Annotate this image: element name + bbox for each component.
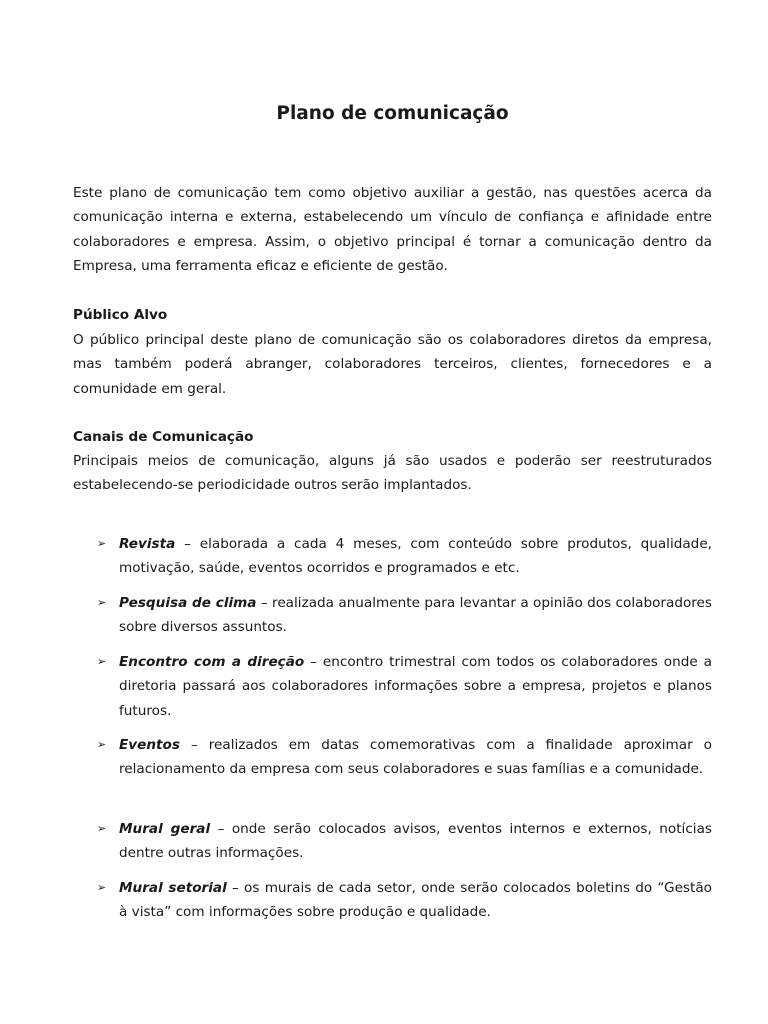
arrow-bullet-icon: ➢	[97, 881, 107, 894]
section-heading-publico-alvo: Público Alvo	[73, 307, 168, 323]
channel-term: Eventos	[119, 737, 180, 753]
channel-term: Revista	[119, 536, 176, 552]
channel-term: Pesquisa de clima	[119, 595, 257, 611]
section-body-canais: Principais meios de comunicação, alguns já são usados e poderão ser reestruturados estabelecendo-se periodicidade outros serão implantados.	[73, 453, 712, 494]
arrow-bullet-icon: ➢	[97, 596, 107, 609]
channel-description: – encontro trimestral com todos os colaboradores onde a diretoria passará aos colaboradores informações sobre a empresa, projetos e planos futuros.	[119, 654, 712, 719]
channel-term: Encontro com a direção	[119, 654, 305, 670]
channel-term: Mural setorial	[119, 880, 227, 896]
channel-description: – os murais de cada setor, onde serão colocados boletins do “Gestão à vista” com informações sobre produção e qualidade.	[119, 880, 712, 921]
channel-term: Mural geral	[119, 821, 211, 837]
channel-description: – onde serão colocados avisos, eventos internos e externos, notícias dentre outras informações.	[119, 821, 712, 862]
channel-text	[119, 733, 712, 782]
channel-text	[119, 532, 712, 581]
channel-description: – realizada anualmente para levantar a opinião dos colaboradores sobre diversos assuntos.	[119, 595, 712, 636]
arrow-bullet-icon: ➢	[97, 738, 107, 751]
channel-text	[119, 817, 712, 866]
channel-description: – elaborada a cada 4 meses, com conteúdo sobre produtos, qualidade, motivação, saúde, eventos ocorridos e programados e etc.	[119, 536, 712, 577]
channel-text	[119, 876, 712, 925]
intro-paragraph: Este plano de comunicação tem como objetivo auxiliar a gestão, nas questões acerca da comunicação interna e externa, estabelecendo um vínculo de confiança e afinidade entre colaboradores e empresa. Assim, o objetivo principal é tornar a comunicação dentro da Empresa, uma ferramenta eficaz e eficiente de gestão.	[73, 185, 712, 274]
section-body-publico-alvo: O público principal deste plano de comunicação são os colaboradores diretos da empresa, mas também poderá abranger, colaboradores terceiros, clientes, fornecedores e a comunidade em geral.	[73, 332, 712, 397]
arrow-bullet-icon: ➢	[97, 655, 107, 668]
channel-text	[119, 650, 712, 723]
arrow-bullet-icon: ➢	[97, 537, 107, 550]
channel-text	[119, 591, 712, 640]
arrow-bullet-icon: ➢	[97, 822, 107, 835]
document-title: Plano de comunicação	[276, 103, 509, 124]
channel-description: – realizados em datas comemorativas com a finalidade aproximar o relacionamento da empresa com seus colaboradores e suas famílias e a comunidade.	[119, 737, 712, 778]
section-heading-canais: Canais de Comunicação	[73, 429, 254, 445]
